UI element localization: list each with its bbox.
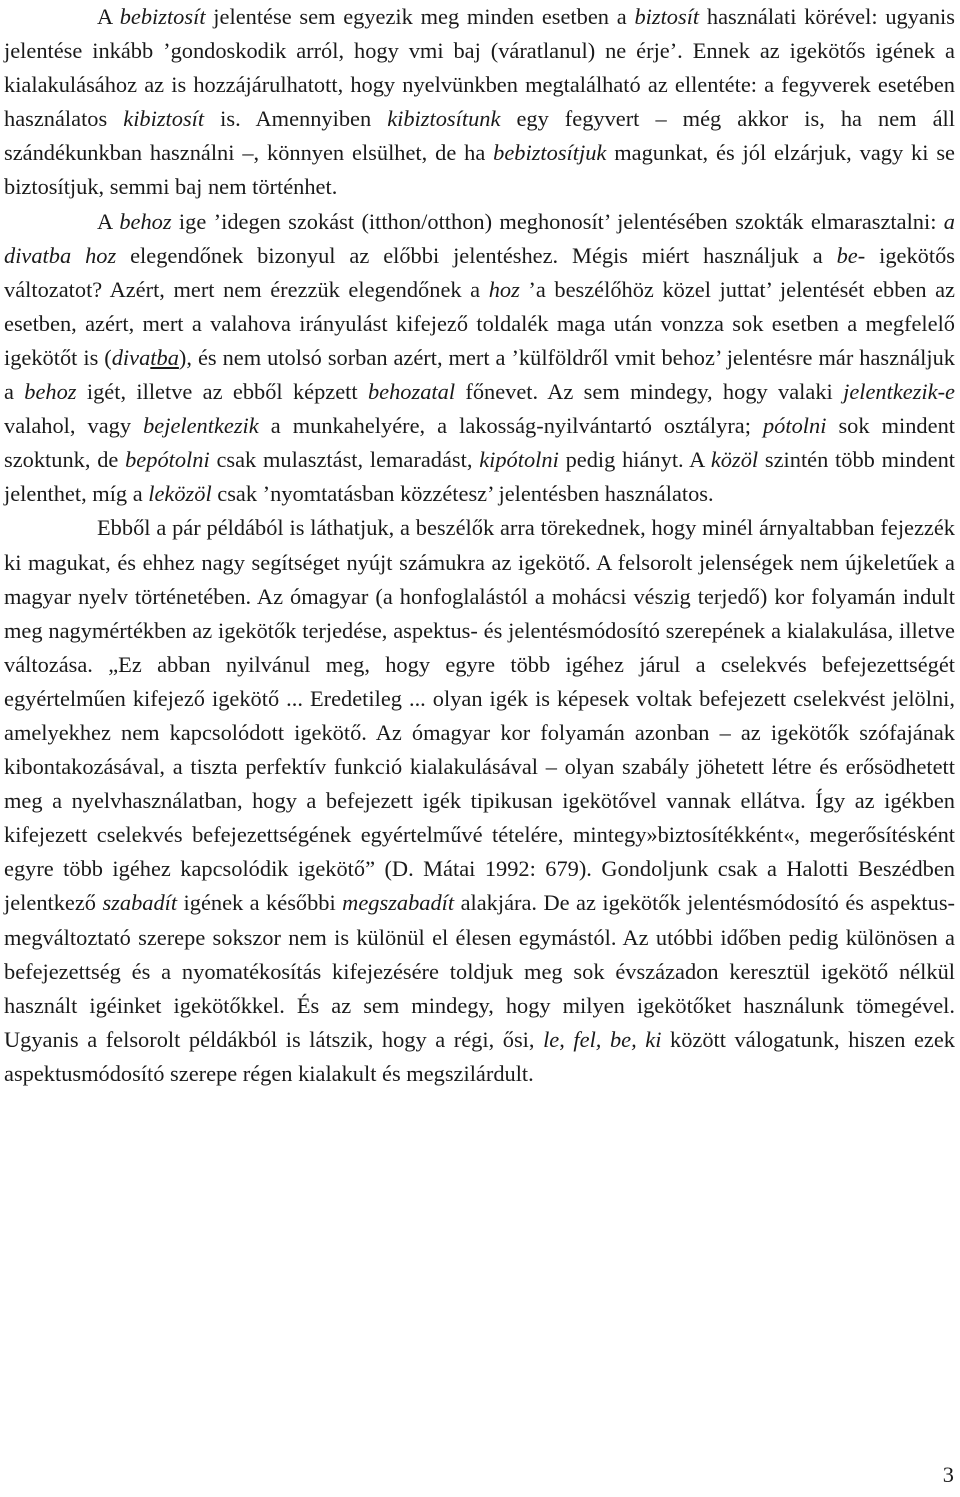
italic-term: hoz	[488, 276, 520, 302]
italic-term: bebiztosít	[119, 4, 206, 29]
text-run: egy fegyvert – még akkor is, ha nem áll szándékunkban használni –, könnyen elsülhet, de ha	[4, 106, 955, 166]
text-run: ’a beszélőhöz közel juttat’ jelentését ebben az esetben, azért, mert a valahova irányulást kifejező toldalék maga után vonzza sok esetben a megfelelő igekötőt is (	[4, 276, 955, 370]
text-run: csak ’nyomtatásban közzétesz’ jelentésben használatos.	[211, 481, 714, 507]
paragraph-igekoto-history	[4, 511, 955, 1091]
italic-term: jelentkezik-e	[843, 379, 955, 405]
text-run: ige ’idegen szokást (itthon/otthon) meghonosít’ jelentésében szokták elmarasztalni:	[171, 208, 944, 234]
italic-term: leközöl	[148, 481, 212, 507]
text-run: csak mulasztást, lemaradást,	[209, 447, 480, 473]
italic-term: bejelentkezik	[143, 413, 259, 439]
text-run: igekötős változatot? Azért, mert nem érezzük elegendőnek a	[4, 242, 955, 302]
italic-term: biztosít	[634, 4, 700, 29]
italic-term: közöl	[710, 447, 759, 473]
italic-term: tba	[150, 344, 179, 370]
page-number: 3	[942, 1462, 954, 1487]
italic-term: diva	[111, 344, 151, 370]
italic-term: behoz	[24, 379, 77, 405]
text-run: is. Amennyiben	[204, 106, 388, 132]
italic-term: be-	[836, 242, 866, 268]
paragraph-behoz	[4, 205, 955, 512]
italic-term: kipótolni	[479, 447, 559, 473]
text-run: alakjára. De az igekötők jelentésmódosító és aspektus-megváltoztató szerepe sokszor nem is különül el élesen egymástól. Az utóbbi időben pedig különösen a befejezettség és a nyomatékosítás kifejezésére toldjuk meg sok évszázadon keresztül igekötő nélkül használt igéinket igekötőkkel. És az sem mindegy, hogy milyen igekötőket használunk tömegével. Ugyanis a felsorolt példákból is látszik, hogy a régi, ősi,	[4, 890, 955, 1052]
text-run: A	[97, 208, 120, 234]
text-run: jelentése sem egyezik meg minden esetben a	[205, 4, 635, 29]
italic-term: szabadít	[102, 890, 178, 916]
italic-term: megszabadít	[342, 890, 455, 916]
text-run: A	[97, 4, 120, 29]
italic-term: behoz	[119, 208, 172, 234]
text-run: sok mindent szoktunk, de	[4, 413, 955, 473]
text-run: szintén több mindent jelenthet, míg a	[4, 447, 956, 507]
italic-term: kibiztosít	[123, 106, 205, 132]
text-run: pedig hiányt. A	[558, 447, 711, 473]
italic-term: a divatba hoz	[4, 208, 955, 268]
text-run: magunkat, és jól elzárjuk, vagy ki se biztosítjuk, semmi baj nem történhet.	[4, 140, 955, 200]
document-body	[4, 0, 955, 1091]
text-run: között válogatunk, hiszen ezek aspektusmódosító szerepe régen kialakult és megszilárdult.	[4, 1026, 956, 1086]
text-run: Ebből a pár példából is láthatjuk, a beszélők arra törekednek, hogy minél árnyaltabban fejezzék ki magukat, és ehhez nagy segítséget nyújt számukra az igekötő. A felsorolt jelenségek nem újkeletűek a magyar nyelv történetében. Az ómagyar (a honfoglalástól a mohácsi vészig terjedő) kor folyamán indult meg nagymértékben az igekötők terjedése, aspektus- és jelentésmódosító szerepének a kialakulása, illetve változása. „Ez abban nyilvánul meg, hogy egyre több igéhez járul a cselekvés befejezettségét egyértelműen kifejező igekötő ... Eredetileg ... olyan igék is képesek voltak befejezett cselekvést jelölni, amelyekhez nem kapcsolódott igekötő. Az ómagyar kor folyamán azonban – az igekötők szófajának kibontakozásával, a tiszta perfektív funkció kialakulásával – olyan szabály jöhetett létre és erősödhetett meg a nyelvhasználatban, hogy a befejezett igék tipikusan igekötővel vannak ellátva. Így az igékben kifejezett cselekvés befejezettségének egyértelművé tételére, mintegy»biztosítékként«, megerősítésként egyre több igéhez kapcsolódik igekötő” (D. Mátai 1992: 679). Gondoljunk csak a Halotti Beszédben jelentkező	[4, 515, 955, 916]
text-run: valahol, vagy	[4, 413, 144, 439]
paragraph-bebiztosit	[4, 0, 955, 205]
italic-term: bebiztosítjuk	[493, 140, 607, 166]
text-run: használati körével: ugyanis jelentése inkább ’gondoskodik arról, hogy vmi baj (váratlanul) ne érje’. Ennek az igekötős igének a kialakulásához az is hozzájárulhatott, hogy nyelvünkben megtalálható az ellentéte: a fegyverek esetében használatos	[4, 4, 955, 132]
text-run: főnevet. Az sem mindegy, hogy valaki	[455, 379, 844, 405]
text-run: igét, illetve az ebből képzett	[76, 379, 368, 405]
text-run: a munkahelyére, a lakosság-nyilvántartó osztályra;	[258, 413, 763, 439]
italic-term: behozatal	[367, 379, 456, 405]
text-run: ), és nem utolsó sorban azért, mert a ’külföldről vmit behoz’ jelentésre már használjuk a	[4, 344, 955, 405]
italic-term: kibiztosítunk	[387, 106, 501, 132]
text-run: igének a későbbi	[177, 890, 343, 916]
italic-term: le, fel, be, ki	[543, 1026, 662, 1052]
italic-term: pótolni	[762, 413, 827, 439]
text-run: elegendőnek bizonyul az előbbi jelentéshez. Mégis miért használjuk a	[116, 242, 837, 268]
italic-term: bepótolni	[125, 447, 210, 473]
